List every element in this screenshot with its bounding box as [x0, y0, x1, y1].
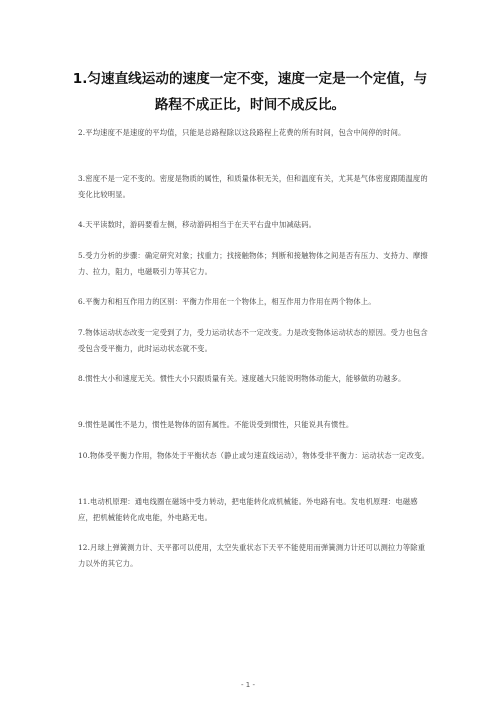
document-title: 1.匀速直线运动的速度一定不变，速度一定是一个定值，与路程不成正比，时间不成反比。 [72, 71, 428, 113]
item-5: 5.受力分析的步骤：确定研究对象；找重力；找接触物体；判断和接触物体之间是否有压力、支持力、摩擦力、拉力，阻力，电磁吸引力等其它力。 [78, 251, 428, 276]
item-4: 4.天平读数时，游码要看左侧，移动游码相当于在天平右盘中加减砝码。 [78, 220, 317, 229]
item-2: 2.平均速度不是速度的平均值，只能是总路程除以这段路程上花费的所有时间，包含中间停的时间。 [78, 128, 406, 137]
item-12: 12.月球上弹簧测力计、天平都可以使用，太空失重状态下天平不能使用而弹簧测力计还可以测拉力等除重力以外的其它力。 [78, 543, 426, 568]
item-7: 7.物体运动状态改变一定受到了力，受力运动状态不一定改变。力是改变物体运动状态的原因。受力也包含受包含受平衡力，此时运动状态就不变。 [78, 328, 428, 353]
item-9: 9.惯性是属性不是力，惯性是物体的固有属性。不能说受到惯性，只能说具有惯性。 [78, 420, 354, 429]
item-8: 8.惯性大小和速度无关。惯性大小只跟质量有关。速度越大只能说明物体动能大，能够做的功越多。 [78, 374, 406, 383]
item-10: 10.物体受平衡力作用，物体处于平衡状态（静止或匀速直线运动），物体受非平衡力：运动状态一定改变。 [78, 451, 429, 460]
item-3: 3.密度不是一定不变的。密度是物质的属性，和质量体积无关，但和温度有关，尤其是气体密度跟随温度的变化比较明显。 [78, 174, 428, 199]
page-number: - 1 - [241, 681, 255, 689]
item-11: 11.电动机原理：通电线圈在磁场中受力转动，把电能转化成机械能。外电路有电。发电机原理：电磁感应，把机械能转化成电能，外电路无电。 [78, 497, 418, 522]
item-6: 6.平衡力和相互作用力的区别：平衡力作用在一个物体上，相互作用力作用在两个物体上。 [78, 297, 376, 306]
